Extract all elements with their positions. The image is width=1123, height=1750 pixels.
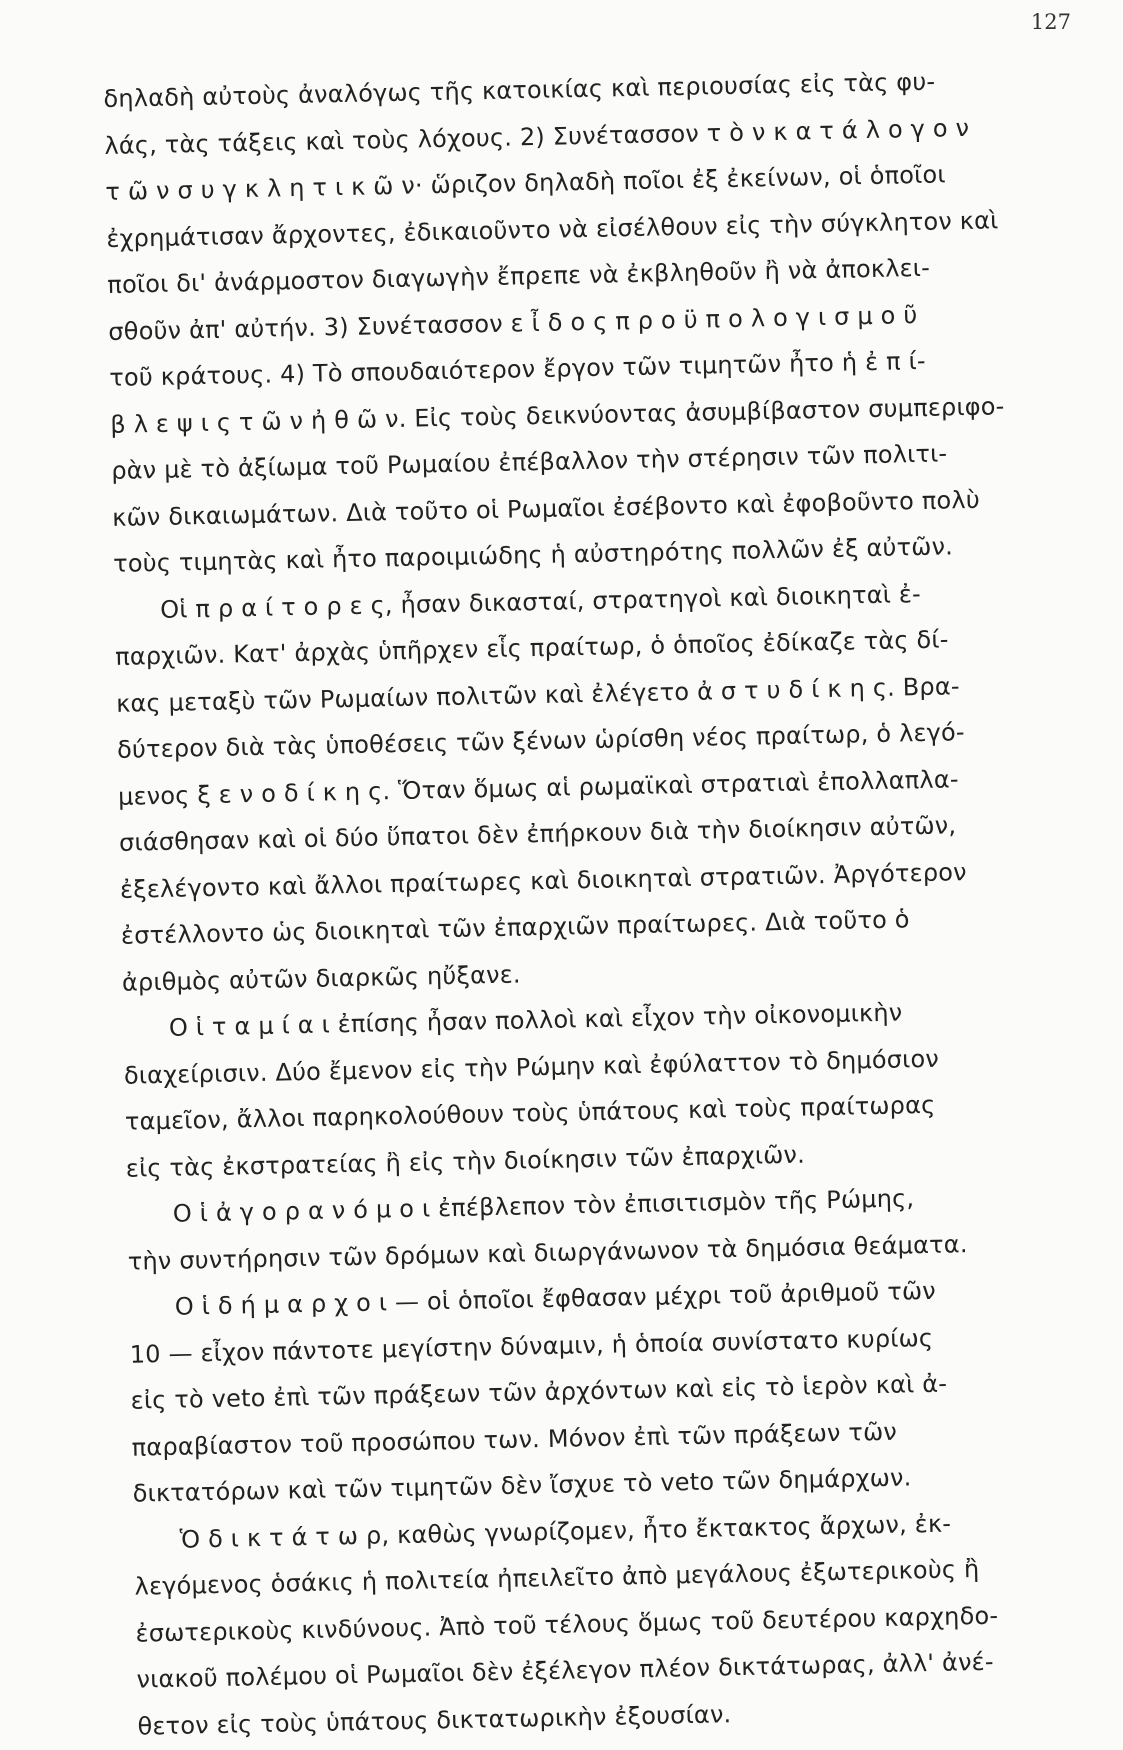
paragraph-start-line: Ο ἱ δ ή μ α ρ χ ο ι — οἱ ὁποῖοι ἔφθασαν μέχρι τοῦ ἀριθμοῦ τῶν: [174, 1276, 937, 1321]
body-text: [103, 58, 1005, 1750]
text-line: 10 — εἶχον πάντοτε μεγίστην δύναμιν, ἡ ὁποία συνίστατο κυρίως: [129, 1323, 934, 1369]
text-line: θετον εἰς τοὺς ὑπάτους δικτατωρικὴν ἐξουσίαν.: [137, 1699, 732, 1741]
paragraph-start-line: Οἱ π ρ α ί τ ο ρ ε ς, ἦσαν δικασταί, στρατηγοὶ καὶ διοικηταὶ ἐ-: [159, 579, 922, 624]
text-line: ποῖοι δι' ἀνάρμοστον διαγωγὴν ἔπρεπε νὰ ἐκβληθοῦν ἢ νὰ ἀποκλει-: [107, 253, 931, 299]
text-line: νιακοῦ πολέμου οἱ Ρωμαῖοι δὲν ἐξέλεγον πλέον δικτάτωρας, ἀλλ' ἀνέ-: [136, 1647, 994, 1694]
text-line: ἐχρημάτισαν ἄρχοντες, ἐδικαιοῦντο νὰ εἰσέλθουν εἰς τὴν σύγκλητον καὶ: [106, 205, 999, 253]
paragraph-start-line: Ὁ δ ι κ τ ά τ ω ρ, καθὼς γνωρίζομεν, ἦτο ἔκτακτος ἄρχων, ἐκ-: [179, 1509, 952, 1554]
text-line: λάς, τὰς τάξεις καὶ τοὺς λόχους. 2) Συνέτασσον τ ὸ ν κ α τ ά λ ο γ ο ν: [104, 113, 970, 160]
text-line: τὴν συντήρησιν τῶν δρόμων καὶ διωργάνωνον τὰ δημόσια θεάματα.: [127, 1229, 968, 1276]
text-line: παρχιῶν. Κατ' ἀρχὰς ὑπῆρχεν εἷς πραίτωρ, ὁ ὁποῖος ἐδίκαζε τὰς δί-: [114, 625, 949, 671]
text-line: τοῦ κράτους. 4) Τὸ σπουδαιότερον ἔργον τῶν τιμητῶν ἦτο ἡ ἐ π ί-: [109, 346, 927, 392]
text-line: ἀριθμὸς αὐτῶν διαρκῶς ηὔξανε.: [121, 959, 521, 997]
text-line: β λ ε ψ ι ς τ ῶ ν ἠ θ ῶ ν. Εἰς τοὺς δεικνύοντας ἀσυμβίβαστον συμπεριφο-: [110, 391, 1005, 439]
text-line: διαχείρισιν. Δύο ἔμενον εἰς τὴν Ρώμην καὶ ἐφύλαττον τὸ δημόσιον: [123, 1044, 940, 1090]
text-line: σιάσθησαν καὶ οἱ δύο ὕπατοι δὲν ἐπήρκουν διὰ τὴν διοίκησιν αὐτῶν,: [118, 811, 957, 857]
text-line: δύτερον διὰ τὰς ὑποθέσεις τῶν ξένων ὡρίσθη νέος πραίτωρ, ὁ λεγό-: [116, 718, 966, 764]
text-line: σθοῦν ἀπ' αὐτήν. 3) Συνέτασσον ε ἶ δ ο ς π ρ ο ϋ π ο λ ο γ ι σ μ ο ῦ: [108, 300, 918, 346]
text-line: κας μεταξὺ τῶν Ρωμαίων πολιτῶν καὶ ἐλέγετο ἀ σ τ υ δ ί κ η ς. Βρα-: [115, 671, 960, 718]
text-line: δηλαδὴ αὐτοὺς ἀναλόγως τῆς κατοικίας καὶ περιουσίας εἰς τὰς φυ-: [103, 67, 936, 113]
text-line: τ ῶ ν σ υ γ κ λ η τ ι κ ῶ ν· ὥριζον δηλαδὴ ποῖοι ἐξ ἐκείνων, οἱ ὁποῖοι: [105, 160, 946, 206]
page-number: 127: [1030, 10, 1071, 34]
text-line: εἰς τὰς ἐκστρατείας ἢ εἰς τὴν διοίκησιν τῶν ἐπαρχιῶν.: [125, 1140, 806, 1183]
text-line: παραβίαστον τοῦ προσώπου των. Μόνον ἐπὶ τῶν πράξεων τῶν: [131, 1417, 898, 1462]
paragraph-start-line: Ο ἱ ἀ γ ο ρ α ν ό μ ο ι ἐπέβλεπον τὸν ἐπισιτισμὸν τῆς Ρώμης,: [172, 1184, 915, 1228]
paragraph-start-line: Ο ἱ τ α μ ί α ι ἐπίσης ἦσαν πολλοὶ καὶ εἶχον τὴν οἰκονομικὴν: [168, 998, 903, 1042]
text-line: ἐστέλλοντο ὡς διοικηταὶ τῶν ἐπαρχιῶν πραίτωρες. Διὰ τοῦτο ὁ: [120, 905, 910, 950]
text-line: ρὰν μὲ τὸ ἀξίωμα τοῦ Ρωμαίου ἐπέβαλλον τὴν στέρησιν τῶν πολιτι-: [110, 439, 948, 485]
text-line: ἐξελέγοντο καὶ ἄλλοι πραίτωρες καὶ διοικηταὶ στρατιῶν. Ἀργότερον: [119, 857, 968, 904]
text-line: δικτατόρων καὶ τῶν τιμητῶν δὲν ἴσχυε τὸ veto τῶν δημάρχων.: [132, 1463, 912, 1508]
text-line: ἐσωτερικοὺς κινδύνους. Ἀπὸ τοῦ τέλους ὅμως τοῦ δευτέρου καρχηδο-: [135, 1601, 999, 1648]
text-line: λεγόμενος ὁσάκις ἡ πολιτεία ἠπειλεῖτο ἀπὸ μεγάλους ἐξωτερικοὺς ἢ: [134, 1554, 980, 1601]
text-line: μενος ξ ε ν ο δ ί κ η ς. Ὅταν ὅμως αἱ ρωμαϊκαὶ στρατιαὶ ἐπολλαπλα-: [117, 764, 959, 811]
text-line: κῶν δικαιωμάτων. Διὰ τοῦτο οἱ Ρωμαῖοι ἐσέβοντο καὶ ἐφοβοῦντο πολὺ: [111, 485, 981, 532]
text-line: τοὺς τιμητὰς καὶ ἦτο παροιμιώδης ἡ αὐστηρότης πολλῶν ἐξ αὐτῶν.: [112, 532, 954, 578]
text-line: εἰς τὸ veto ἐπὶ τῶν πράξεων τῶν ἀρχόντων καὶ εἰς τὸ ἱερὸν καὶ ἀ-: [130, 1369, 948, 1415]
text-line: ταμεῖον, ἄλλοι παρηκολούθουν τοὺς ὑπάτους καὶ τοὺς πραίτωρας: [124, 1090, 936, 1136]
